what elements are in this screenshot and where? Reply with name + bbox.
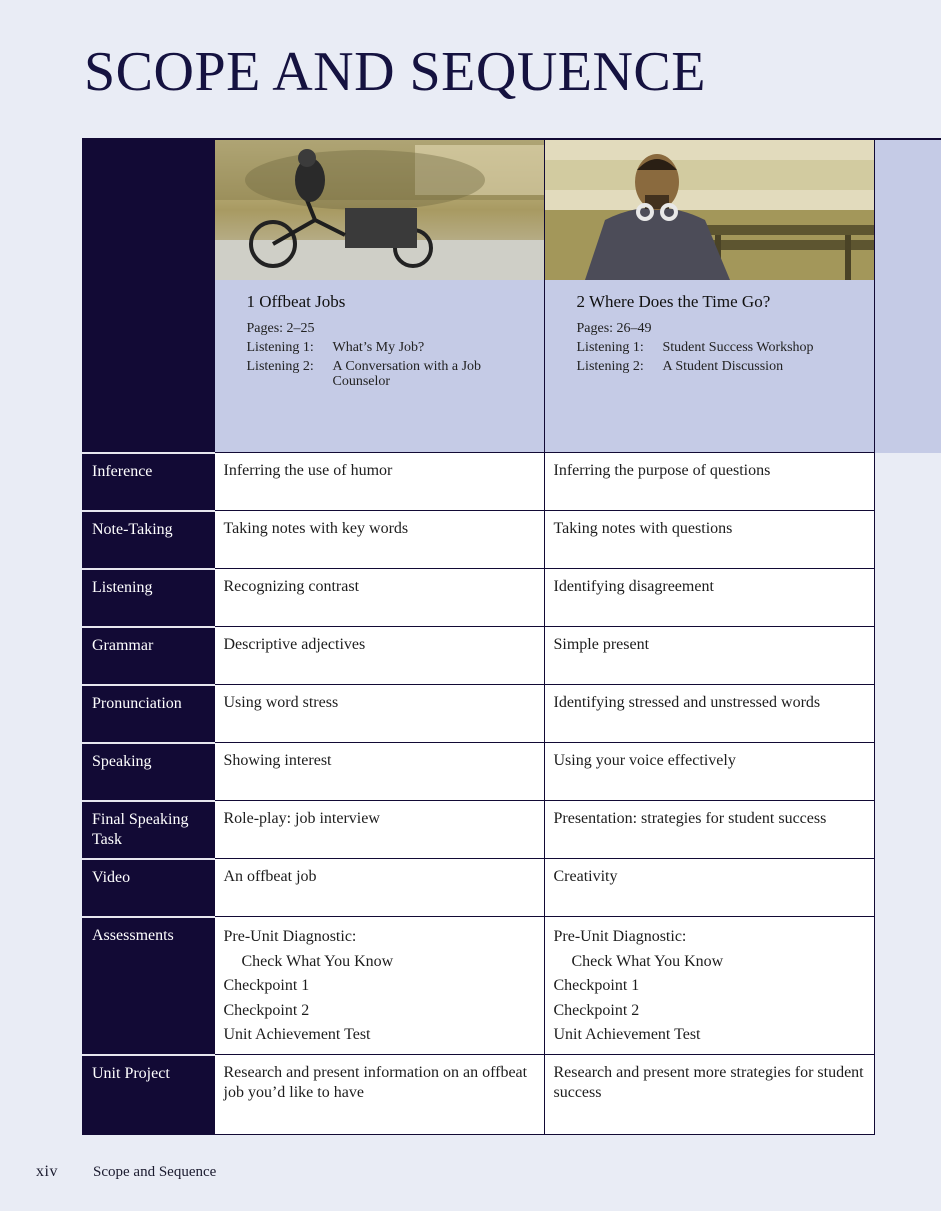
row-stub: [874, 801, 941, 859]
unit-2-header: [544, 139, 874, 453]
table-row-grammar: [82, 627, 941, 685]
student-on-bench-photo: [545, 140, 874, 280]
assessment-item: Check What You Know: [571, 952, 724, 970]
assessment-item: Checkpoint 2: [223, 1001, 310, 1019]
unit-1-title: 1 Offbeat Jobs: [246, 292, 346, 311]
assessment-item: Unit Achievement Test: [553, 1026, 701, 1043]
row-label: Inference: [82, 453, 214, 511]
table-row-final-speaking-task: [82, 801, 941, 859]
table-cell: Identifying disagreement: [544, 569, 874, 627]
table-cell: Using your voice effectively: [544, 743, 874, 801]
table-row-inference: [82, 453, 941, 511]
unit-1-listening-1: [247, 340, 524, 355]
row-label: Grammar: [82, 627, 214, 685]
row-stub: [874, 685, 941, 743]
listening-1-label: Listening 1:: [576, 340, 644, 355]
table-cell: Showing interest: [214, 743, 544, 801]
assessment-item: Unit Achievement Test: [223, 1026, 371, 1043]
assessment-item: Check What You Know: [241, 952, 394, 970]
header-corner: [82, 139, 214, 453]
row-label: Pronunciation: [82, 685, 214, 743]
table-row-speaking: [82, 743, 941, 801]
row-label: Assessments: [82, 917, 214, 1055]
assessment-item: Pre-Unit Diagnostic:: [223, 928, 357, 945]
table-cell: Using word stress: [214, 685, 544, 743]
scope-sequence-table: [82, 138, 941, 1148]
table-row-listening: [82, 569, 941, 627]
table-cell: Simple present: [544, 627, 874, 685]
listening-1-title: What’s My Job?: [332, 340, 425, 355]
footer-section-title: Scope and Sequence: [93, 1164, 217, 1180]
row-stub: [874, 569, 941, 627]
table-row-assessments: [82, 917, 941, 1055]
table-cell: Descriptive adjectives: [214, 627, 544, 685]
row-label: Final Speaking Task: [82, 801, 214, 859]
row-stub: [874, 1055, 941, 1135]
listening-2-label: Listening 2:: [576, 359, 644, 374]
unit-1-listening-2: [247, 359, 524, 389]
assessment-item: Checkpoint 1: [553, 977, 640, 994]
table-cell: Research and present more strategies for student success: [544, 1055, 874, 1135]
row-stub: [874, 917, 941, 1055]
assessment-item: Checkpoint 2: [553, 1001, 640, 1019]
table-cell: Recognizing contrast: [214, 569, 544, 627]
row-label: Video: [82, 859, 214, 917]
row-stub: [874, 627, 941, 685]
row-stub: [874, 743, 941, 801]
table-row-pronunciation: [82, 685, 941, 743]
unit-1-header: [214, 139, 544, 453]
unit-2-listening-2: [577, 359, 854, 374]
row-stub: [874, 453, 941, 511]
assessment-item: Checkpoint 1: [223, 977, 310, 994]
row-label: Listening: [82, 569, 214, 627]
next-unit-header-stub: [874, 139, 941, 453]
unit-1-pages: Pages: 2–25: [246, 321, 315, 336]
table-cell: [544, 917, 874, 1055]
row-stub: [874, 511, 941, 569]
table-cell: Role-play: job interview: [214, 801, 544, 859]
table-cell: Creativity: [544, 859, 874, 917]
page-title: SCOPE AND SEQUENCE: [84, 41, 706, 103]
unit-2-listening-1: [577, 340, 854, 355]
table-cell: Inferring the purpose of questions: [544, 453, 874, 511]
table-cell: Presentation: strategies for student success: [544, 801, 874, 859]
listening-1-label: Listening 1:: [246, 340, 314, 355]
row-label: Note-Taking: [82, 511, 214, 569]
table-cell: Taking notes with questions: [544, 511, 874, 569]
listening-2-title: A Conversation with a Job Counselor: [332, 359, 482, 389]
table-row-video: [82, 859, 941, 917]
listening-1-title: Student Success Workshop: [662, 340, 814, 355]
table-cell: Identifying stressed and unstressed words: [544, 685, 874, 743]
unit-2-title: 2 Where Does the Time Go?: [576, 292, 771, 311]
assessment-item: Pre-Unit Diagnostic:: [553, 928, 687, 945]
cargo-bike-rider-photo: [215, 140, 544, 280]
table-cell: Taking notes with key words: [214, 511, 544, 569]
table-row-note-taking: [82, 511, 941, 569]
table-cell: An offbeat job: [214, 859, 544, 917]
listening-2-label: Listening 2:: [246, 359, 314, 374]
listening-2-title: A Student Discussion: [662, 359, 784, 374]
row-label: Unit Project: [82, 1055, 214, 1135]
row-label: Speaking: [82, 743, 214, 801]
unit-2-pages: Pages: 26–49: [576, 321, 652, 336]
table-cell: Research and present information on an offbeat job you’d like to have: [214, 1055, 544, 1135]
row-stub: [874, 859, 941, 917]
table-cell: [214, 917, 544, 1055]
table-row-unit-project: [82, 1055, 941, 1135]
unit-header-row: [82, 139, 941, 453]
page-number: xiv: [36, 1163, 58, 1180]
table-cell: Inferring the use of humor: [214, 453, 544, 511]
